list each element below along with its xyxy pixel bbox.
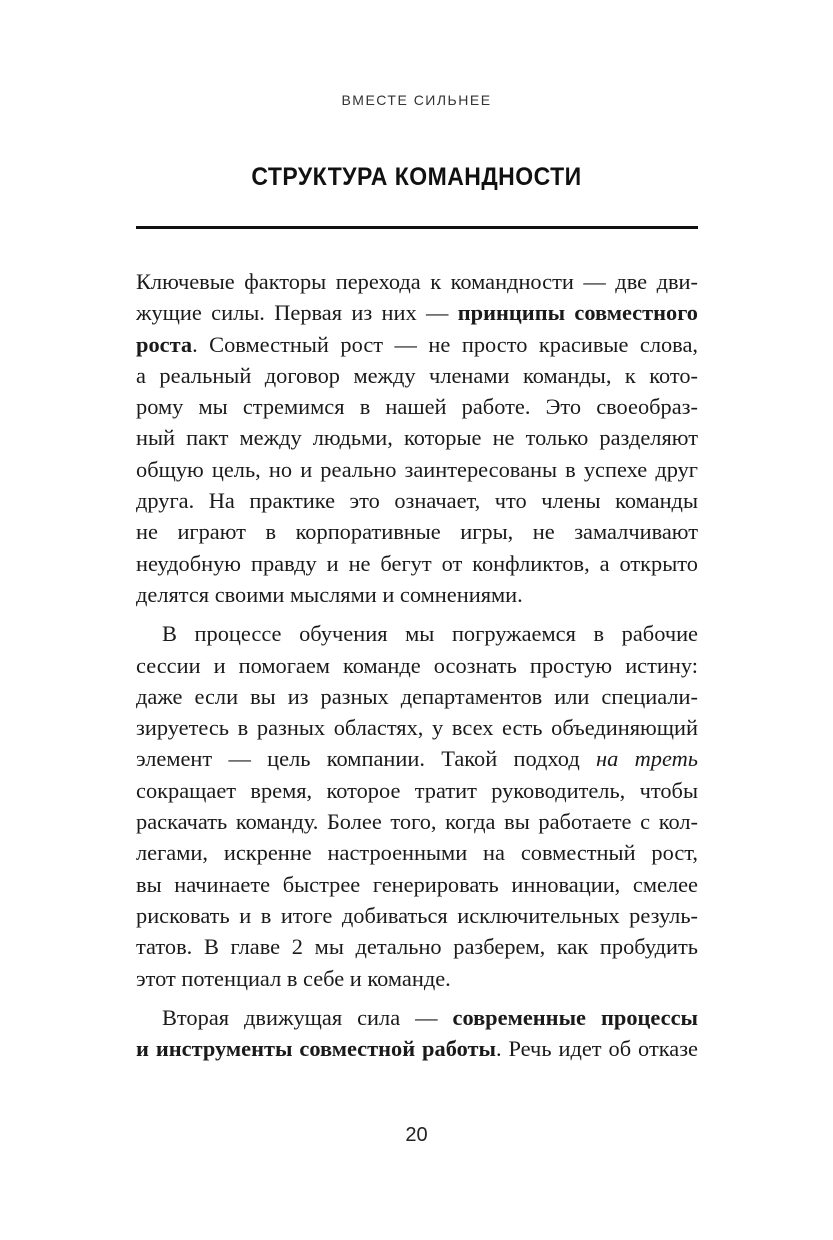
text-run: зируетесь в разных областях, у всех есть объединяющий (136, 715, 698, 741)
text-line (136, 869, 698, 900)
text-run: раскачать команду. Более того, когда вы работаете с кол- (136, 809, 698, 835)
text-line (136, 266, 698, 297)
text-line (136, 743, 698, 774)
text-line (136, 712, 698, 743)
text-line (136, 297, 698, 328)
text-run: неудобную правду и не бегут от конфликтов, а открыто (136, 550, 698, 576)
text-run: общую цель, но и реально заинтересованы в успехе друг (136, 456, 698, 482)
text-run: Вторая движущая сила — (162, 1004, 453, 1030)
page-number: 20 (405, 1124, 428, 1146)
text-line (136, 963, 698, 994)
text-line (136, 329, 698, 360)
text-line (136, 454, 698, 485)
text-run: делятся своими мыслями и сомнениями. (136, 581, 523, 607)
body-text (136, 266, 698, 1064)
text-run: татов. В главе 2 мы детально разберем, как пробудить (136, 934, 698, 960)
text-line (136, 485, 698, 516)
text-run: элемент — цель компании. Такой подход (136, 746, 597, 772)
text-line (136, 837, 698, 868)
text-run: а реальный договор между членами команды, к кото- (136, 362, 698, 388)
text-line (136, 1002, 698, 1033)
italic-text: на треть (596, 746, 698, 772)
text-run: рисковать и в итоге добиваться исключительных резуль- (136, 902, 698, 928)
paragraph (136, 1002, 698, 1065)
text-line (136, 650, 698, 681)
chapter-title: СТРУКТУРА КОМАНДНОСТИ (251, 163, 582, 191)
text-line (136, 548, 698, 579)
text-run: В процессе обучения мы погружаемся в рабочие (162, 621, 698, 647)
text-line (136, 900, 698, 931)
text-line (136, 516, 698, 547)
title-divider (136, 226, 698, 229)
text-run: не играют в корпоративные игры, не замалчивают (136, 519, 698, 545)
text-line (136, 579, 698, 610)
text-run: жущие силы. Первая из них — (136, 300, 458, 326)
text-line (136, 806, 698, 837)
text-line (136, 391, 698, 422)
text-run: легами, искренне настроенными на совместный рост, (136, 840, 698, 866)
text-run: даже если вы из разных департаментов или специали- (136, 683, 698, 709)
text-line (136, 1033, 698, 1064)
text-line (136, 618, 698, 649)
paragraph (136, 266, 698, 610)
text-run: вы начинаете быстрее генерировать инновации, смелее (136, 871, 698, 897)
text-run: друга. На практике это означает, что члены команды (136, 488, 698, 514)
text-line (136, 775, 698, 806)
text-run: этот потенциал в себе и команде. (136, 965, 451, 991)
text-run: . Речь идет об отказе (495, 1036, 698, 1062)
text-run: . Совместный рост — не просто красивые слова, (192, 331, 698, 357)
text-run: сокращает время, которое тратит руководитель, чтобы (136, 777, 698, 803)
paragraph (136, 618, 698, 994)
text-run: ный пакт между людьми, которые не только разделяют (136, 425, 698, 451)
text-run: сессии и помогаем команде осознать простую истину: (136, 652, 698, 678)
bold-text: и инструменты совместной работы (136, 1036, 496, 1062)
bold-text: принципы совместного (457, 300, 699, 326)
bold-text: современные процессы (452, 1004, 698, 1030)
text-line (136, 931, 698, 962)
paragraph-gap (136, 994, 698, 1002)
paragraph-gap (136, 610, 698, 618)
text-run: рому мы стремимся в нашей работе. Это своеобраз- (136, 394, 698, 420)
text-line (136, 422, 698, 453)
bold-text: роста (136, 331, 193, 357)
running-head: ВМЕСТЕ СИЛЬНЕЕ (341, 92, 492, 108)
text-run: Ключевые факторы перехода к командности — две дви- (136, 269, 698, 294)
text-line (136, 360, 698, 391)
text-line (136, 681, 698, 712)
